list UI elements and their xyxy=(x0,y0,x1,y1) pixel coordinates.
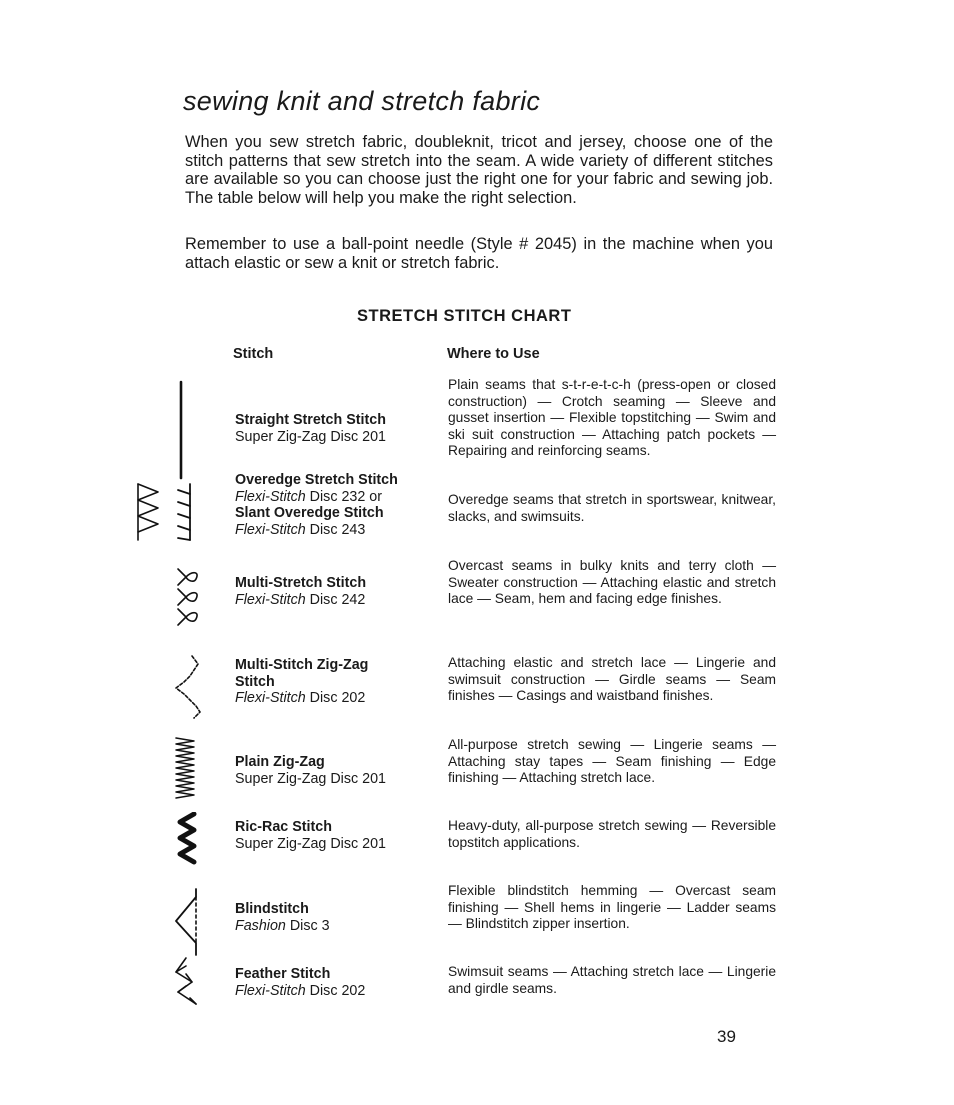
stitch-name-feather: Feather Stitch Flexi-Stitch Disc 202 xyxy=(235,966,366,999)
plain-zigzag-icon xyxy=(172,736,198,802)
where-to-use-multi-stitch-zigzag: Attaching elastic and stretch lace — Lingerie and swimsuit construction — Girdle seams — Seam finishes — Casings and waistband finishes. xyxy=(448,655,776,704)
multi-stretch-stitch-icon xyxy=(174,565,204,629)
intro-paragraph-1: When you sew stretch fabric, doubleknit, tricot and jersey, choose one of the stitch patterns that sew stretch into the seam. A wide variety of different stitches are available so you can choose just the right one for your fabric and sewing job. The table below will help you make the right selection. xyxy=(185,133,773,207)
straight-stretch-stitch-icon xyxy=(170,380,190,480)
stitch-name-overedge: Overedge Stretch Stitch Flexi-Stitch Disc 232 or Slant Overedge Stitch Flexi-Stitch Disc 243 xyxy=(235,472,398,538)
ric-rac-stitch-icon xyxy=(174,812,202,868)
page-number: 39 xyxy=(717,1027,736,1046)
intro-paragraph-2: Remember to use a ball-point needle (Style # 2045) in the machine when you attach elastic or sew a knit or stretch fabric. xyxy=(185,235,773,272)
stitch-name-plain-zigzag: Plain Zig-Zag Super Zig-Zag Disc 201 xyxy=(235,754,386,787)
chart-title: STRETCH STITCH CHART xyxy=(357,307,572,325)
stitch-name-multi-stitch-zigzag: Multi-Stitch Zig-Zag Stitch Flexi-Stitch Disc 202 xyxy=(235,657,369,706)
where-to-use-overedge: Overedge seams that stretch in sportswear, knitwear, slacks, and swimsuits. xyxy=(448,492,776,524)
where-to-use-straight-stretch: Plain seams that s-t-r-e-t-c-h (press-open or closed construction) — Crotch seaming — Sleeve and gusset insertion — Flexible topstitching — Swim and ski suit construction — Attaching patch pockets — Repairing and reinforcing seams. xyxy=(448,377,776,459)
feather-stitch-icon xyxy=(172,956,204,1008)
where-to-use-plain-zigzag: All-purpose stretch sewing — Lingerie seams — Attaching stay tapes — Seam finishing — Edge finishing — Attaching stretch lace. xyxy=(448,737,776,786)
page-title: sewing knit and stretch fabric xyxy=(183,86,541,116)
blindstitch-icon xyxy=(172,885,206,957)
overedge-stitch-icon xyxy=(136,482,162,544)
multi-stitch-zigzag-icon xyxy=(170,652,204,722)
where-to-use-multi-stretch: Overcast seams in bulky knits and terry cloth — Sweater construction — Attaching elastic and stretch lace — Seam, hem and facing edge finishes. xyxy=(448,558,776,607)
where-to-use-feather: Swimsuit seams — Attaching stretch lace — Lingerie and girdle seams. xyxy=(448,964,776,996)
stitch-name-multi-stretch: Multi-Stretch Stitch Flexi-Stitch Disc 242 xyxy=(235,575,367,608)
column-header-stitch: Stitch xyxy=(233,346,274,362)
slant-overedge-stitch-icon xyxy=(174,482,196,544)
stitch-name-ric-rac: Ric-Rac Stitch Super Zig-Zag Disc 201 xyxy=(235,819,386,852)
column-header-where-to-use: Where to Use xyxy=(447,346,540,362)
where-to-use-blindstitch: Flexible blindstitch hemming — Overcast seam finishing — Shell hems in lingerie — Ladder seams — Blindstitch zipper insertion. xyxy=(448,883,776,932)
stitch-name-straight-stretch: Straight Stretch Stitch Super Zig-Zag Disc 201 xyxy=(235,412,386,445)
stitch-name-blindstitch: Blindstitch Fashion Disc 3 xyxy=(235,901,330,934)
where-to-use-ric-rac: Heavy-duty, all-purpose stretch sewing — Reversible topstitch applications. xyxy=(448,818,776,850)
